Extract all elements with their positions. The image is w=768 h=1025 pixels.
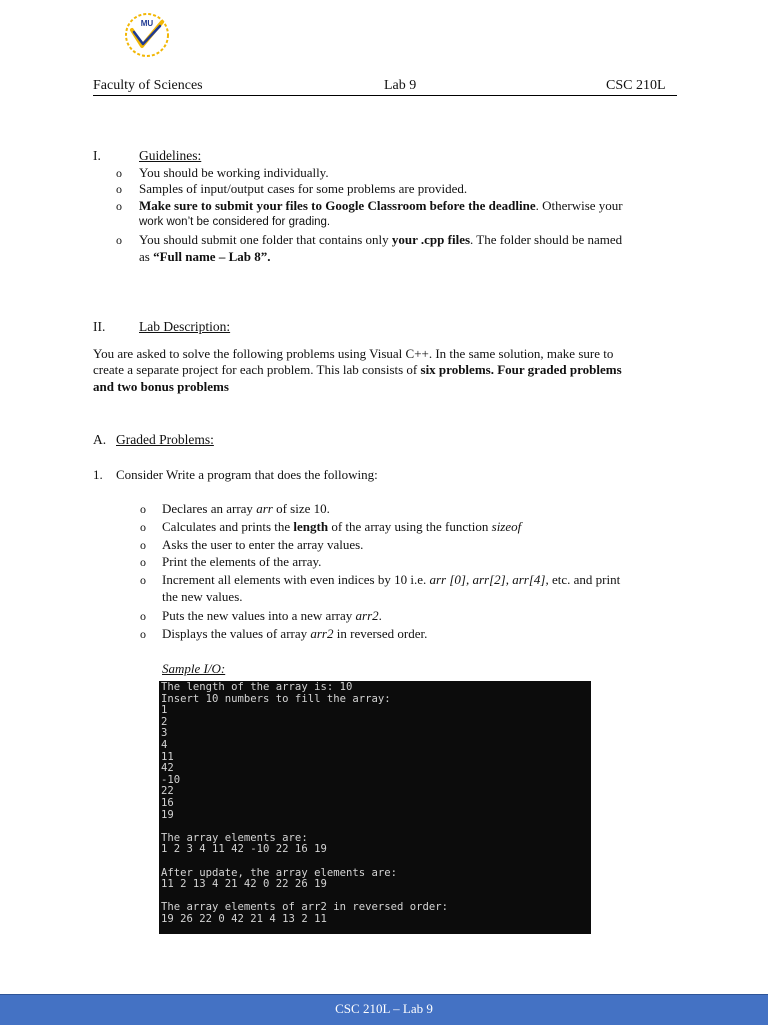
- bullet-marker: o: [140, 520, 146, 534]
- task-item: Print the elements of the array.: [162, 554, 322, 569]
- console-line: 19 26 22 0 42 21 4 13 2 11: [161, 912, 327, 925]
- text-run: Puts the new values into a new array: [162, 608, 356, 623]
- console-line: 3: [161, 727, 168, 740]
- header-lab: Lab 9: [384, 78, 417, 93]
- problem-number: 1.: [93, 467, 103, 482]
- bullet-marker: o: [116, 166, 122, 180]
- console-line: 4: [161, 738, 168, 751]
- console-line: -10: [161, 773, 181, 786]
- console-line: [161, 856, 589, 868]
- console-line: 16: [161, 796, 174, 809]
- page-footer: CSC 210L – Lab 9: [0, 994, 768, 1025]
- console-line: 1: [161, 704, 168, 717]
- subsection-title: Graded Problems:: [116, 432, 214, 447]
- code-term: arr2: [355, 608, 379, 623]
- bullet-marker: o: [140, 538, 146, 552]
- bullet-marker: o: [140, 609, 146, 623]
- console-output: [159, 681, 591, 934]
- university-logo: [124, 12, 170, 58]
- bullet-marker: o: [140, 573, 146, 587]
- console-line: 19: [161, 808, 174, 821]
- text-run: Declares an array: [162, 501, 257, 516]
- console-line: 11: [161, 750, 174, 763]
- emphasis: your .cpp files: [391, 232, 471, 247]
- text-run: Displays the values of array: [162, 626, 311, 641]
- console-line: 42: [161, 762, 174, 775]
- bullet-marker: o: [116, 199, 122, 213]
- guideline-item: [139, 197, 623, 214]
- guideline-item: Samples of input/output cases for some problems are provided.: [139, 181, 468, 196]
- emphasis: “Full name – Lab 8”.: [153, 249, 271, 264]
- task-item: Asks the user to enter the array values.: [162, 537, 364, 552]
- bullet-marker: o: [140, 502, 146, 516]
- text-run: .: [378, 608, 382, 623]
- console-line: The array elements are:: [161, 831, 308, 844]
- text-run: etc. and print: [548, 572, 621, 587]
- console-line: 11 2 13 4 21 42 0 22 26 19: [161, 878, 327, 891]
- section-title: Guidelines:: [139, 148, 202, 163]
- sample-io-label: Sample I/O:: [162, 661, 226, 676]
- emphasis: and two bonus problems: [93, 379, 229, 394]
- code-term: sizeof: [491, 519, 522, 534]
- paragraph-line: You are asked to solve the following problems using Visual C++. In the same solution, make sure to: [93, 346, 614, 361]
- guideline-item: [139, 231, 622, 248]
- text-run: Calculates and prints the: [162, 519, 294, 534]
- emphasis: six problems. Four graded problems: [420, 362, 622, 377]
- text-run: . The folder should be named: [470, 232, 623, 247]
- header-course: CSC 210L: [606, 78, 666, 93]
- console-line: Insert 10 numbers to fill the array:: [161, 692, 391, 705]
- text-run: of the array using the function: [328, 519, 492, 534]
- text-run: as: [139, 249, 154, 264]
- guideline-item-continued: [139, 248, 270, 265]
- task-item: [162, 518, 521, 535]
- code-term: arr2: [310, 626, 334, 641]
- guideline-item-continued: work won’t be considered for grading.: [139, 216, 331, 228]
- bullet-marker: o: [116, 233, 122, 247]
- text-run: Increment all elements with even indices by 10 i.e.: [162, 572, 430, 587]
- emphasis: Make sure to submit your files to Google Classroom before the deadline: [139, 198, 536, 213]
- text-run: You should submit one folder that contains only: [139, 232, 392, 247]
- paragraph-line: [93, 378, 229, 395]
- paragraph-line: [93, 361, 622, 378]
- section-number: II.: [93, 319, 106, 334]
- section-number: I.: [93, 148, 101, 163]
- task-item: [162, 607, 382, 624]
- text-run: of size 10.: [272, 501, 330, 516]
- bullet-marker: o: [116, 182, 122, 196]
- subsection-label: A.: [93, 432, 107, 447]
- bullet-marker: o: [140, 627, 146, 641]
- guideline-item: You should be working individually.: [139, 165, 329, 180]
- header-rule: [93, 95, 677, 96]
- code-term: arr: [256, 501, 273, 516]
- problem-intro: Consider Write a program that does the following:: [116, 467, 378, 482]
- text-run: create a separate project for each problem. This lab consists of: [93, 362, 421, 377]
- task-item: [162, 625, 427, 642]
- task-item: [162, 500, 330, 517]
- svg-text:MU: MU: [140, 19, 154, 28]
- task-item-continued: the new values.: [162, 589, 243, 604]
- section-title: Lab Description:: [139, 319, 231, 334]
- text-run: in reversed order.: [333, 626, 428, 641]
- console-line: The length of the array is: 10: [161, 681, 353, 693]
- console-line: After update, the array elements are:: [161, 866, 397, 879]
- console-line: 22: [161, 785, 174, 798]
- console-line: [161, 821, 589, 833]
- console-line: The array elements of arr2 in reversed order:: [161, 901, 449, 914]
- emphasis: length: [293, 519, 329, 534]
- console-line: 1 2 3 4 11 42 -10 22 16 19: [161, 843, 327, 856]
- text-run: . Otherwise your: [535, 198, 623, 213]
- task-item: [162, 571, 620, 588]
- console-line: 2: [161, 715, 168, 728]
- header-faculty: Faculty of Sciences: [93, 78, 203, 93]
- bullet-marker: o: [140, 555, 146, 569]
- code-term: arr [0], arr[2], arr[4],: [429, 572, 549, 587]
